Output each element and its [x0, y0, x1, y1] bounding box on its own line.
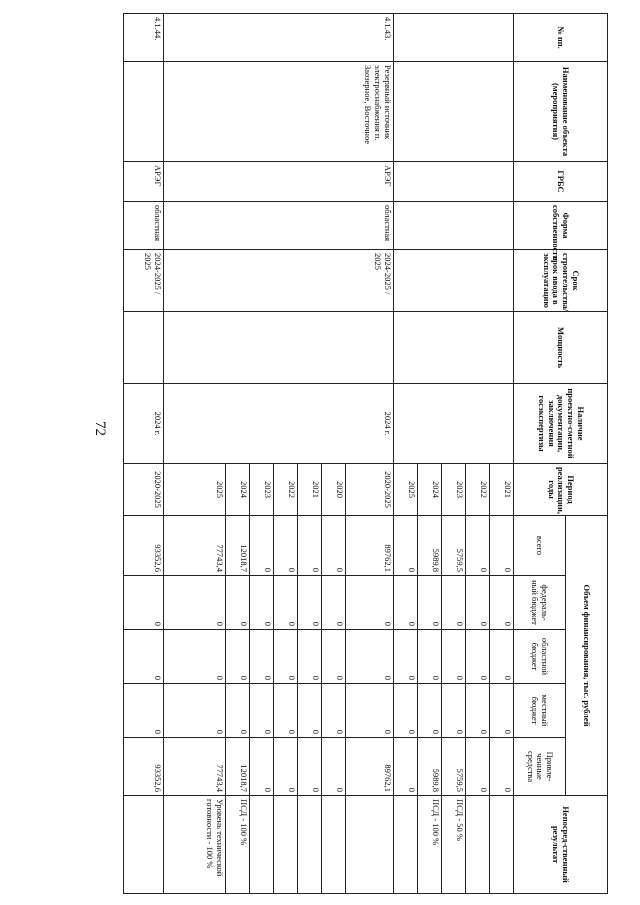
cell-total: 12018,7: [226, 516, 250, 576]
cell-total: 77743,4: [164, 516, 226, 576]
cell-regional: 0: [322, 630, 346, 684]
cell-attracted: 0: [274, 738, 298, 796]
cell-result: [124, 796, 164, 894]
cell-federal: 0: [346, 576, 394, 630]
cell-federal: 0: [298, 576, 322, 630]
cell-attracted: 93352,6: [124, 738, 164, 796]
cell-local: 0: [298, 684, 322, 738]
cell-year: 2024: [226, 464, 250, 516]
cell-capacity: [164, 312, 394, 384]
col-total-header: всего: [514, 516, 566, 576]
cell-num: [394, 14, 514, 62]
cell-year: 2020-2025: [124, 464, 164, 516]
cell-federal: 0: [394, 576, 418, 630]
cell-grbs: АРЭГ: [124, 162, 164, 202]
cell-federal: 0: [466, 576, 490, 630]
cell-capacity: [394, 312, 514, 384]
cell-regional: 0: [250, 630, 274, 684]
cell-num: 4.1.44.: [124, 14, 164, 62]
cell-year: 2023: [250, 464, 274, 516]
col-funding-header: Объем финансирования, тыс. рублей: [566, 516, 608, 796]
cell-year: 2025: [394, 464, 418, 516]
cell-total: 5989,8: [418, 516, 442, 576]
cell-federal: 0: [490, 576, 514, 630]
col-term-header: Срок строительства/ срок ввода в эксплуатацию: [514, 250, 608, 312]
cell-federal: 0: [164, 576, 226, 630]
cell-local: 0: [274, 684, 298, 738]
cell-total: 0: [322, 516, 346, 576]
cell-year: 2021: [298, 464, 322, 516]
cell-year: 2020-2025: [346, 464, 394, 516]
cell-total: 93352,6: [124, 516, 164, 576]
cell-regional: 0: [466, 630, 490, 684]
page-number: 72: [92, 421, 108, 436]
cell-regional: 0: [394, 630, 418, 684]
cell-local: 0: [226, 684, 250, 738]
cell-ownership: областная: [124, 202, 164, 250]
cell-local: 0: [466, 684, 490, 738]
col-period-header: Период реализации, годы: [514, 464, 608, 516]
cell-attracted: 5759,5: [442, 738, 466, 796]
cell-attracted: 0: [322, 738, 346, 796]
col-local-header: местный бюджет: [514, 684, 566, 738]
cell-result: [250, 796, 274, 894]
cell-federal: 0: [442, 576, 466, 630]
cell-capacity: [124, 312, 164, 384]
cell-grbs: [394, 162, 514, 202]
col-name-header: Наименование объекта (мероприятия): [514, 62, 608, 162]
cell-result: [274, 796, 298, 894]
cell-total: 0: [394, 516, 418, 576]
funding-table: [123, 13, 608, 894]
cell-regional: 0: [164, 630, 226, 684]
cell-result: Уровень технической готовности - 100 %: [164, 796, 226, 894]
cell-total: 0: [298, 516, 322, 576]
cell-grbs: АРЭГ: [164, 162, 394, 202]
cell-local: 0: [394, 684, 418, 738]
cell-result: [490, 796, 514, 894]
cell-attracted: 0: [466, 738, 490, 796]
cell-ownership: [394, 202, 514, 250]
cell-year: 2023: [442, 464, 466, 516]
cell-result: ПСД - 100 %: [418, 796, 442, 894]
table-row: [490, 14, 514, 894]
cell-term: 2024-2025 / 2025: [164, 250, 394, 312]
cell-total: 0: [466, 516, 490, 576]
col-result-header: Непосред-ственный результат: [514, 796, 608, 894]
cell-total: 89762,1: [346, 516, 394, 576]
cell-attracted: 12018,7: [226, 738, 250, 796]
cell-regional: 0: [298, 630, 322, 684]
cell-result: ПСД - 50 %: [442, 796, 466, 894]
cell-federal: 0: [418, 576, 442, 630]
cell-local: 0: [442, 684, 466, 738]
cell-year: 2025: [164, 464, 226, 516]
cell-term: [394, 250, 514, 312]
cell-federal: 0: [124, 576, 164, 630]
cell-federal: 0: [226, 576, 250, 630]
cell-total: 0: [490, 516, 514, 576]
cell-federal: 0: [274, 576, 298, 630]
cell-result: [322, 796, 346, 894]
col-num-header: № пп.: [514, 14, 608, 62]
rotated-table-container: [103, 13, 608, 893]
cell-num: 4.1.43.: [164, 14, 394, 62]
cell-regional: 0: [274, 630, 298, 684]
header-row-1: [566, 14, 608, 894]
cell-regional: 0: [346, 630, 394, 684]
cell-attracted: 0: [250, 738, 274, 796]
cell-regional: 0: [226, 630, 250, 684]
cell-name: Резервный источник электроснабжения п. Заозерное, Восточное: [164, 62, 394, 162]
cell-federal: 0: [250, 576, 274, 630]
cell-total: 5759,5: [442, 516, 466, 576]
cell-attracted: 0: [490, 738, 514, 796]
cell-ownership: областная: [164, 202, 394, 250]
cell-psd: 2024 г.: [124, 384, 164, 464]
cell-attracted: 77743,4: [164, 738, 226, 796]
cell-regional: 0: [442, 630, 466, 684]
col-attracted-header: Привле-ченные средства: [514, 738, 566, 796]
col-regional-header: областной бюджет: [514, 630, 566, 684]
cell-result: [466, 796, 490, 894]
cell-total: 0: [274, 516, 298, 576]
cell-name: [394, 62, 514, 162]
cell-local: 0: [250, 684, 274, 738]
cell-result: [346, 796, 394, 894]
cell-year: 2020: [322, 464, 346, 516]
cell-local: 0: [346, 684, 394, 738]
cell-regional: 0: [124, 630, 164, 684]
col-psd-header: Наличие проектно-сметной документации, заключения госэкспертизы: [514, 384, 608, 464]
cell-name: [124, 62, 164, 162]
cell-year: 2022: [466, 464, 490, 516]
cell-regional: 0: [418, 630, 442, 684]
cell-local: 0: [418, 684, 442, 738]
cell-local: 0: [164, 684, 226, 738]
col-capacity-header: Мощность: [514, 312, 608, 384]
cell-psd: 2024 г.: [164, 384, 394, 464]
col-grbs-header: ГРБС: [514, 162, 608, 202]
cell-term: 2024-2025 / 2025: [124, 250, 164, 312]
cell-year: 2021: [490, 464, 514, 516]
cell-year: 2022: [274, 464, 298, 516]
cell-total: 0: [250, 516, 274, 576]
cell-local: 0: [322, 684, 346, 738]
cell-result: [298, 796, 322, 894]
table-row: [124, 14, 164, 894]
cell-result: ПСД - 100 %: [226, 796, 250, 894]
cell-attracted: 0: [298, 738, 322, 796]
cell-local: 0: [490, 684, 514, 738]
cell-local: 0: [124, 684, 164, 738]
cell-regional: 0: [490, 630, 514, 684]
col-ownership-header: Форма собственности: [514, 202, 608, 250]
cell-attracted: 89762,1: [346, 738, 394, 796]
col-federal-header: федераль-ный бюджет: [514, 576, 566, 630]
table-row: [346, 14, 394, 894]
cell-attracted: 5989,8: [418, 738, 442, 796]
cell-result: [394, 796, 418, 894]
cell-year: 2024: [418, 464, 442, 516]
cell-psd: [394, 384, 514, 464]
cell-federal: 0: [322, 576, 346, 630]
cell-attracted: 0: [394, 738, 418, 796]
